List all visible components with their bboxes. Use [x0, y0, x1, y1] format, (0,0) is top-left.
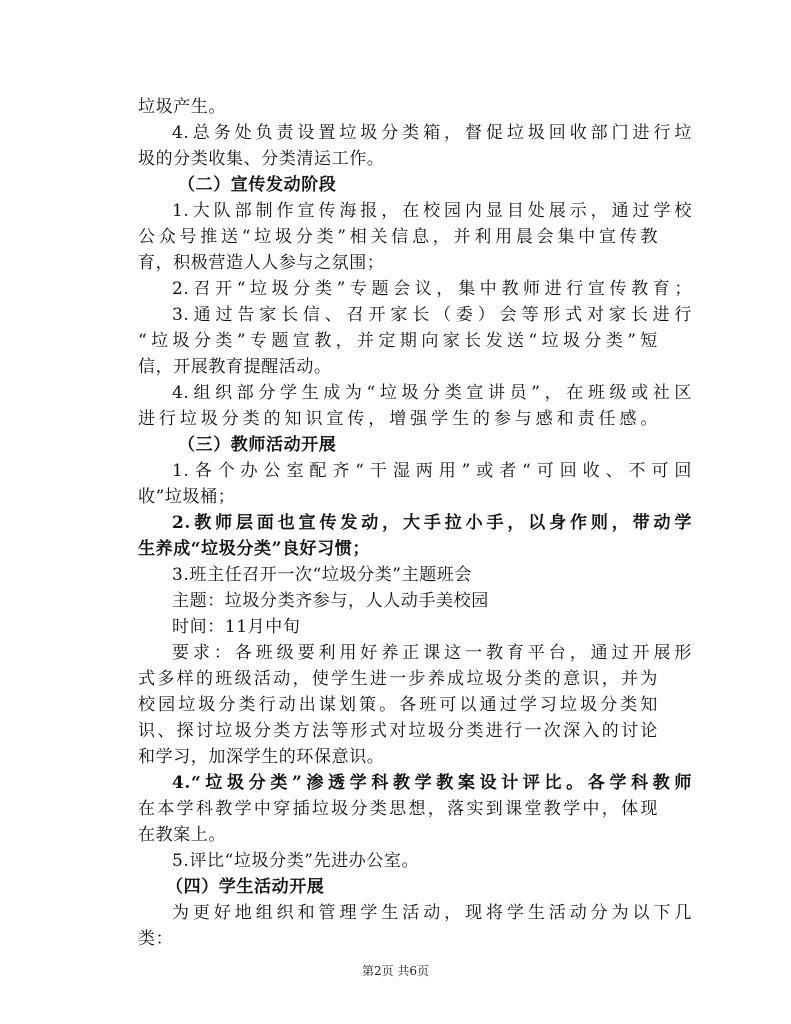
paragraph-line: 在教案上。 — [138, 825, 226, 845]
paragraph-line: 主题：垃圾分类齐参与，人人动手美校园 — [172, 591, 489, 611]
paragraph-line: 1.大队部制作宣传海报，在校园内显目处展示，通过学校 — [172, 201, 692, 221]
paragraph-line: 进行垃圾分类的知识宣传，增强学生的参与感和责任感。 — [138, 409, 658, 429]
section-heading: （四）学生活动开展 — [166, 877, 325, 897]
paragraph-line: 时间：11月中旬 — [172, 617, 301, 637]
paragraph-line: 和学习，加深学生的环保意识。 — [138, 747, 385, 767]
section-heading: （三）教师活动开展 — [178, 435, 337, 455]
paragraph-line: 2.教师层面也宣传发动，大手拉小手，以身作则，带动学 — [172, 513, 692, 533]
paragraph-line: 在本学科教学中穿插垃圾分类思想，落实到课堂教学中，体现 — [138, 799, 658, 819]
paragraph-line: 生养成“垃圾分类”良好习惯； — [138, 539, 370, 559]
paragraph-line: 识、探讨垃圾分类方法等形式对垃圾分类进行一次深入的讨论 — [138, 721, 658, 741]
paragraph-line: 圾的分类收集、分类清运工作。 — [138, 149, 385, 169]
paragraph-line: 式多样的班级活动，使学生进一步养成垃圾分类的意识，并为 — [138, 669, 658, 689]
paragraph-line: 1.各个办公室配齐“干湿两用”或者“可回收、不可回 — [172, 461, 692, 481]
paragraph-line: 5.评比“垃圾分类”先进办公室。 — [172, 851, 420, 871]
paragraph-line: 4.总务处负责设置垃圾分类箱，督促垃圾回收部门进行垃 — [172, 123, 692, 143]
paragraph-line: 育，积极营造人人参与之氛围； — [138, 253, 385, 273]
paragraph-line: 公众号推送“垃圾分类”相关信息，并利用晨会集中宣传教 — [138, 227, 658, 247]
paragraph-line: 类： — [138, 929, 174, 949]
paragraph-line: 要求：各班级要利用好养正课这一教育平台，通过开展形 — [172, 643, 692, 663]
paragraph-line: 4.组织部分学生成为“垃圾分类宣讲员”，在班级或社区 — [172, 383, 692, 403]
paragraph-line: 为更好地组织和管理学生活动，现将学生活动分为以下几 — [172, 903, 692, 923]
paragraph-line: 校园垃圾分类行动出谋划策。各班可以通过学习垃圾分类知 — [138, 695, 658, 715]
page-number: 第2页 共6页 — [361, 964, 430, 978]
paragraph-line: 3.通过告家长信、召开家长（委）会等形式对家长进行 — [172, 305, 692, 325]
section-heading: （二）宣传发动阶段 — [178, 175, 337, 195]
paragraph-line: 3.班主任召开一次“垃圾分类”主题班会 — [172, 565, 473, 585]
paragraph-line: 收”垃圾桶； — [138, 487, 236, 507]
paragraph-line: 信，开展教育提醒活动。 — [138, 357, 332, 377]
paragraph-line: 垃圾产生。 — [138, 97, 226, 117]
paragraph-line: 2.召开“垃圾分类”专题会议，集中教师进行宣传教育； — [172, 279, 692, 299]
paragraph-line: 4.“垃圾分类”渗透学科教学教案设计评比。各学科教师 — [172, 773, 692, 793]
paragraph-line: “垃圾分类”专题宣教，并定期向家长发送“垃圾分类”短 — [138, 331, 658, 351]
